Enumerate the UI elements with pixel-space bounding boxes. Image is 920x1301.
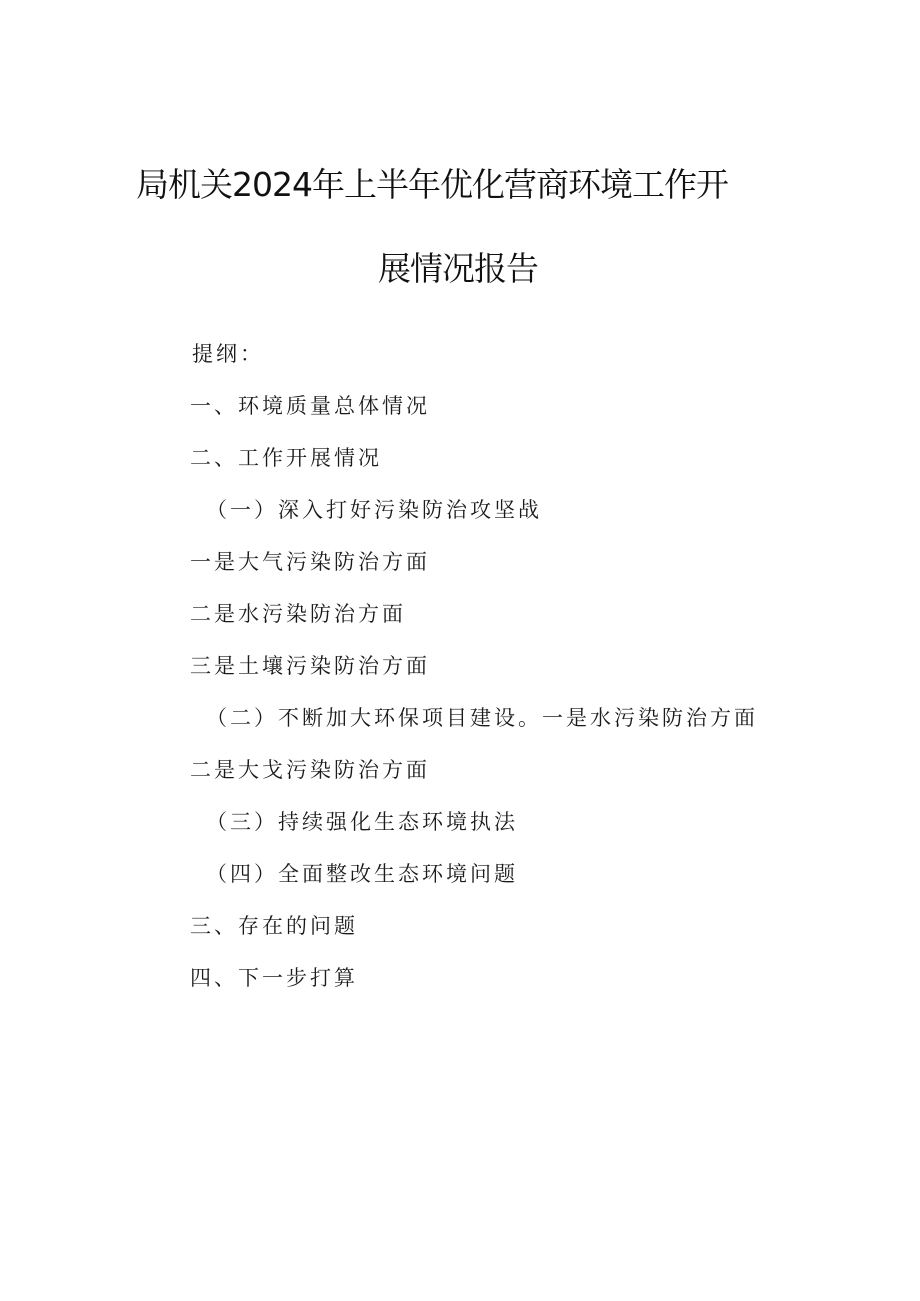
outline-item-subsection-3: （三）持续强化生态环境执法 — [206, 810, 518, 834]
outline-item-subsection-2: （二）不断加大环保项目建设。一是水污染防治方面 — [206, 706, 758, 730]
outline-item-subsection-4: （四）全面整改生态环境问题 — [206, 862, 518, 886]
document-title-line-1: 局机关2024年上半年优化营商环境工作开 — [136, 165, 728, 204]
outline-item-section-1: 一、环境质量总体情况 — [190, 394, 430, 418]
outline-item-section-3: 三、存在的问题 — [190, 914, 358, 938]
document-title-line-2: 展情况报告 — [378, 249, 538, 288]
outline-item-section-4: 四、下一步打算 — [190, 966, 358, 990]
outline-item-point-soil: 三是土壤污染防治方面 — [190, 654, 430, 678]
outline-item-point-air: 一是大气污染防治方面 — [190, 550, 430, 574]
outline-item-subsection-1: （一）深入打好污染防治攻坚战 — [206, 498, 542, 522]
outline-item-point-water: 二是水污染防治方面 — [190, 602, 406, 626]
outline-item-section-2: 二、工作开展情况 — [190, 446, 382, 470]
outline-item-point-2: 二是大戈污染防治方面 — [190, 758, 430, 782]
outline-label: 提纲： — [192, 342, 264, 366]
